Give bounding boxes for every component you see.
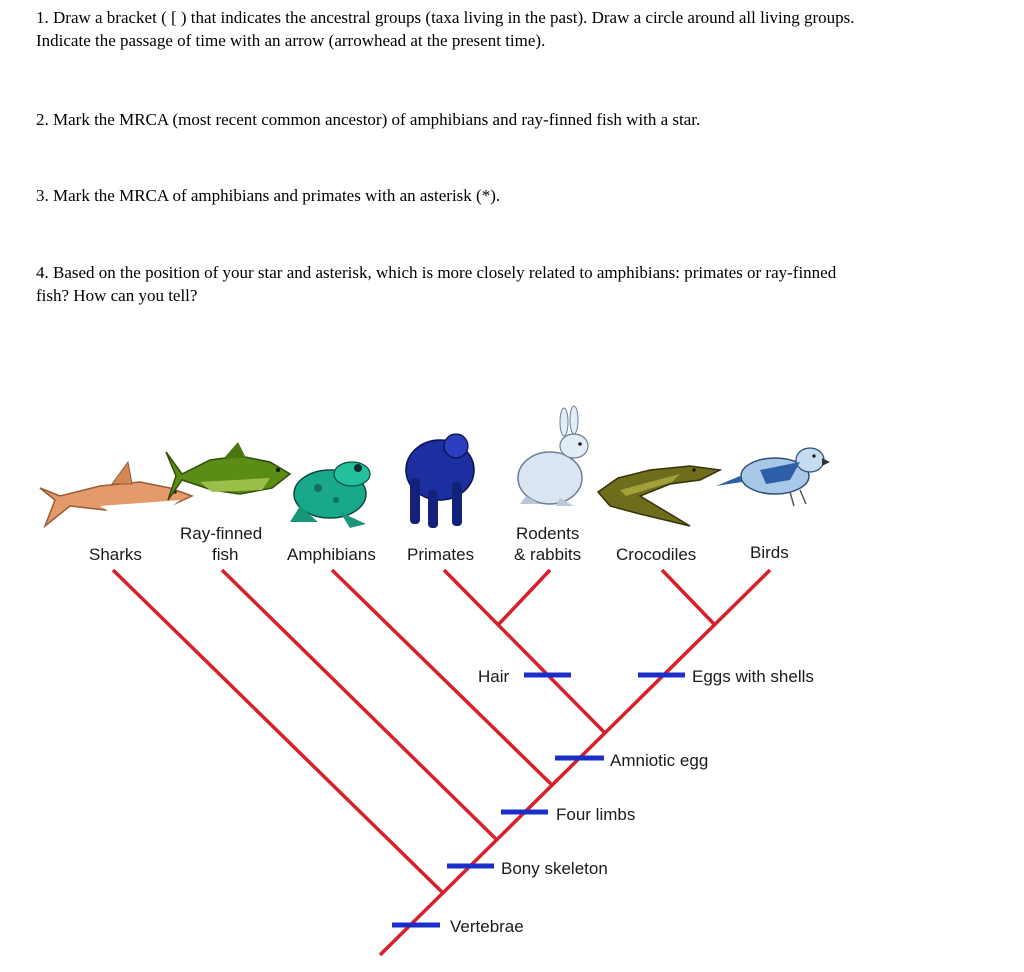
question-4-line-2: fish? How can you tell?: [36, 286, 198, 305]
question-1-line-2: Indicate the passage of time with an arrow (arrowhead at the present time).: [36, 31, 546, 50]
trait-label-eggs-with-shells: Eggs with shells: [692, 667, 814, 686]
taxon-label-primates: Primates: [407, 545, 475, 564]
crocodile-icon: [598, 466, 720, 526]
taxon-label-amphibians: Amphibians: [287, 545, 376, 564]
question-3-line-1: 3. Mark the MRCA of amphibians and primates with an asterisk (*).: [36, 186, 501, 205]
question-4-line-1: 4. Based on the position of your star and asterisk, which is more closely related to amphibians: primates or ray-finned: [36, 263, 837, 282]
shark-icon: [40, 462, 192, 526]
branch-main-trunk: [380, 570, 770, 955]
taxon-label-ray-finned-line1: Ray-finned: [180, 524, 263, 543]
rabbit-icon: [518, 406, 588, 506]
trait-label-vertebrae: Vertebrae: [450, 917, 524, 936]
taxon-label-ray-finned-line2: fish: [212, 545, 239, 564]
fish-icon: [166, 442, 290, 500]
trait-label-bony-skeleton: Bony skeleton: [501, 859, 608, 878]
trait-label-amniotic-egg: Amniotic egg: [610, 751, 709, 770]
taxon-label-rodents-line1: Rodents: [516, 524, 580, 543]
taxon-label-rodents-line2: & rabbits: [514, 545, 582, 564]
taxon-label-crocodiles: Crocodiles: [616, 545, 697, 564]
trait-label-hair: Hair: [478, 667, 510, 686]
branch-ray-finned-fish: [222, 570, 497, 840]
taxon-label-birds: Birds: [750, 543, 789, 562]
question-2-line-1: 2. Mark the MRCA (most recent common ancestor) of amphibians and ray-finned fish with a star.: [36, 110, 701, 129]
bird-icon: [716, 448, 830, 506]
branch-rodents: [498, 570, 550, 625]
branch-crocodiles: [662, 570, 714, 624]
branch-sharks: [113, 570, 443, 893]
taxon-label-sharks: Sharks: [89, 545, 142, 564]
gorilla-icon: [406, 434, 474, 528]
trait-label-four-limbs: Four limbs: [556, 805, 636, 824]
question-1-line-1: 1. Draw a bracket ( [ ) that indicates the ancestral groups (taxa living in the past). Draw a circle around all living groups.: [36, 8, 855, 27]
branch-primates: [444, 570, 604, 732]
frog-icon: [290, 462, 370, 528]
